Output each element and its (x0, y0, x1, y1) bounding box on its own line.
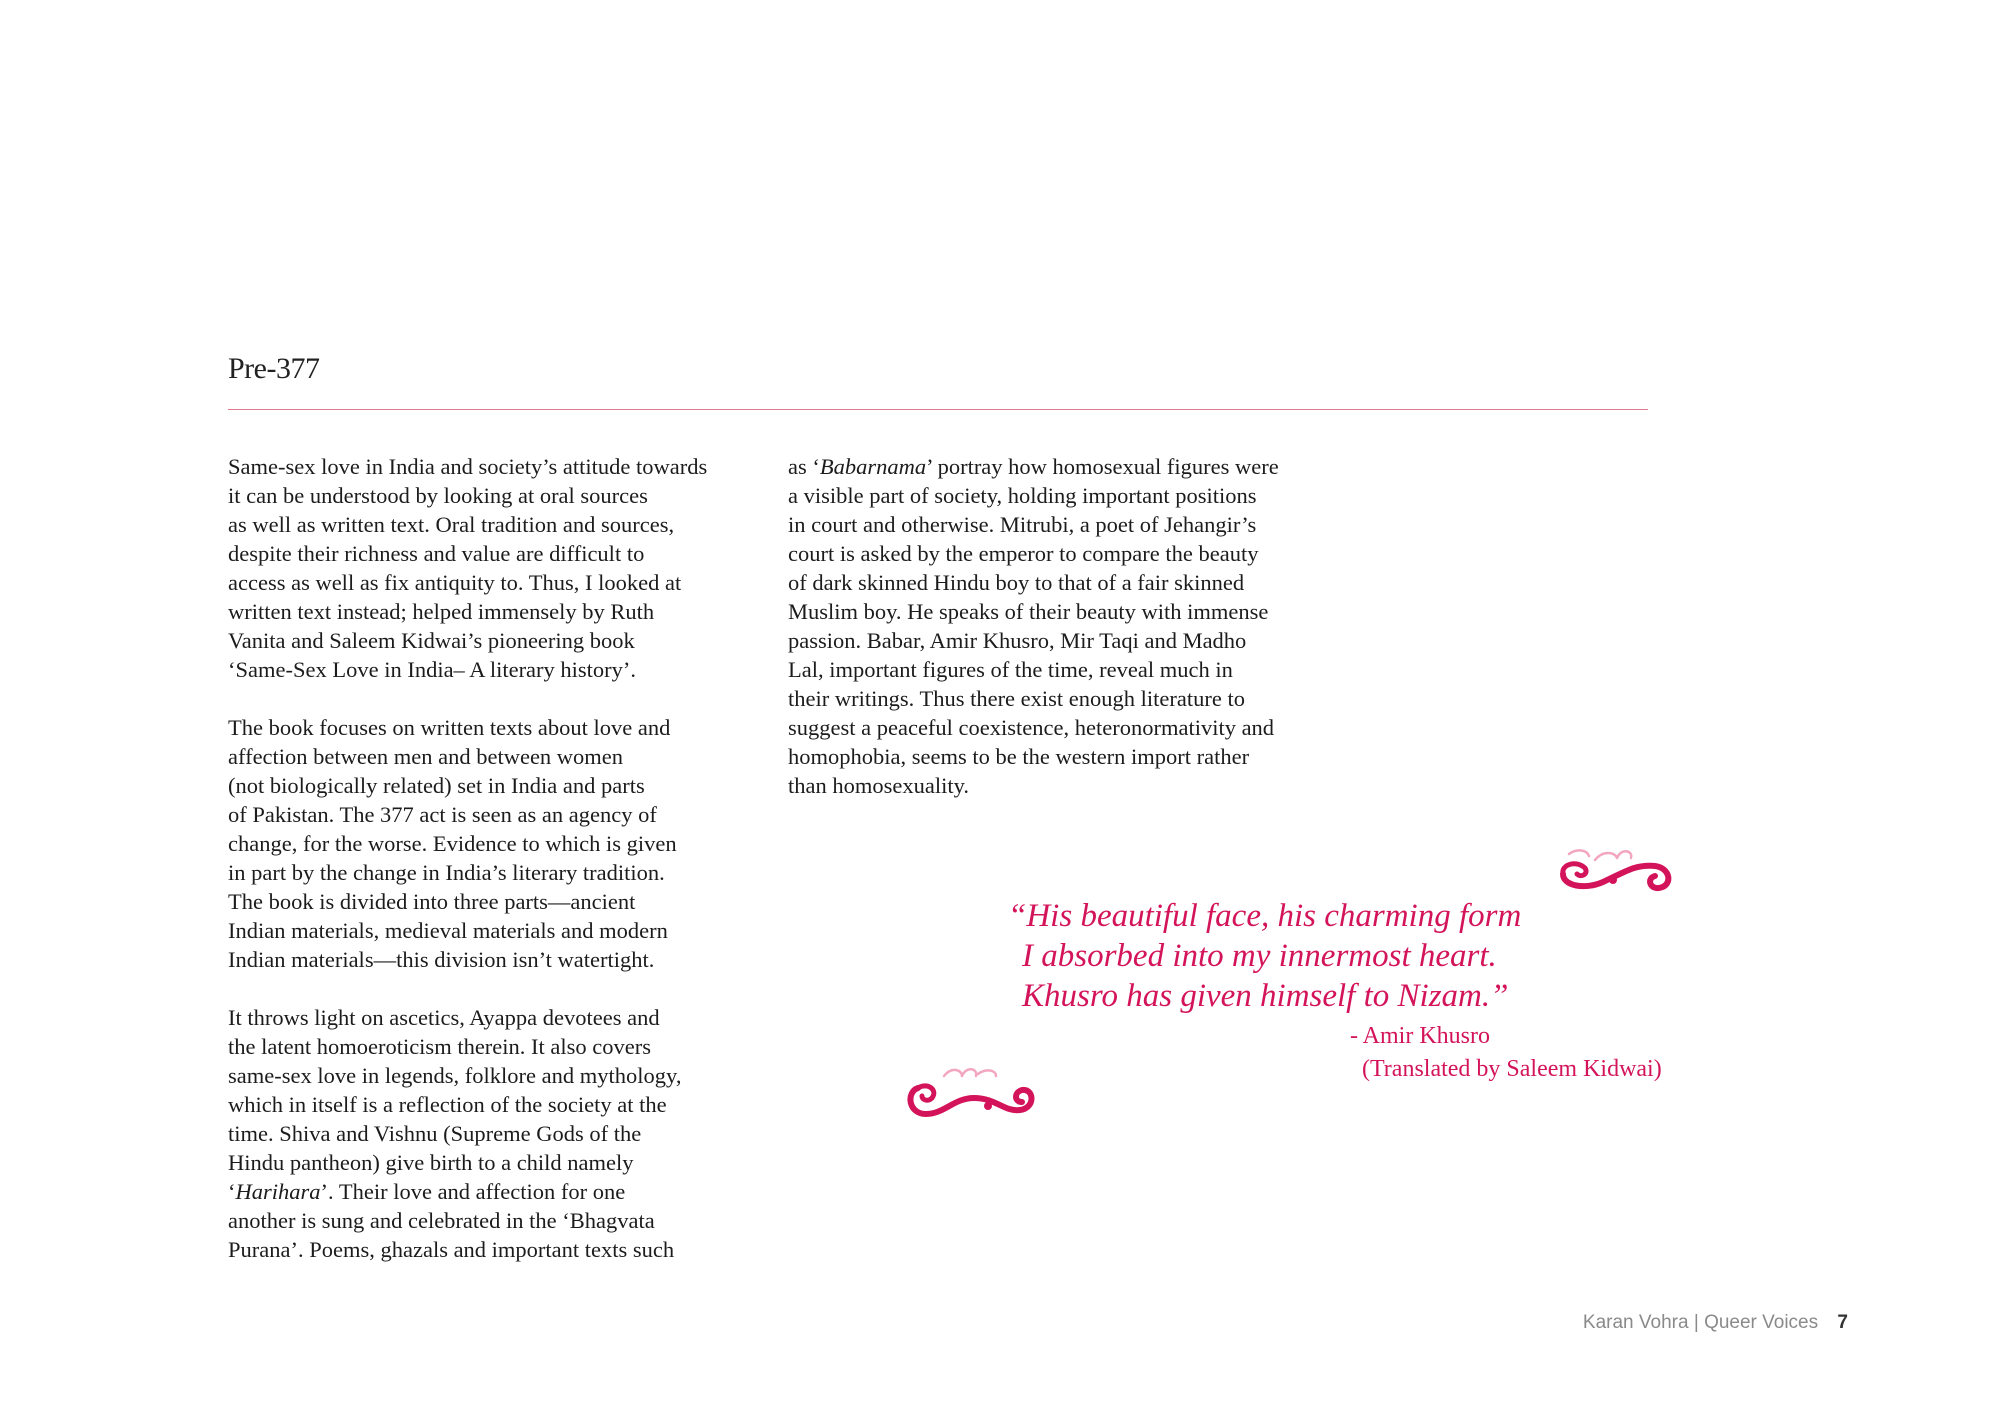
text-line: than homosexuality. (788, 773, 970, 798)
text-line: Indian materials—this division isn’t watertight. (228, 947, 655, 972)
quote-translator: (Translated by Saleem Kidwai) (1362, 1056, 1662, 1082)
text-line: Vanita and Saleem Kidwai’s pioneering book (228, 628, 635, 653)
footer-author: Karan Vohra (1582, 1312, 1689, 1333)
text-line: a visible part of society, holding important positions (788, 483, 1257, 508)
text-fragment: ’ portray how homosexual figures were (926, 454, 1279, 479)
quote-author: - Amir Khusro (1350, 1023, 1490, 1049)
section-title: Pre-377 (228, 352, 320, 385)
quote-line: I absorbed into my innermost heart. (1022, 938, 1497, 974)
text-line: (not biologically related) set in India and parts (228, 773, 645, 798)
text-line (228, 1177, 758, 1206)
text-line: the latent homoeroticism therein. It also covers (228, 1034, 651, 1059)
pull-quote (1008, 896, 1521, 1016)
title-divider (228, 409, 1648, 410)
text-line: The book focuses on written texts about love and (228, 715, 671, 740)
left-column (228, 452, 758, 1264)
footer-publication: Queer Voices (1704, 1312, 1819, 1333)
quote-line: “His beautiful face, his charming form (1008, 898, 1522, 934)
text-line (788, 452, 1338, 481)
text-line: despite their richness and value are difficult to (228, 541, 645, 566)
text-line: homophobia, seems to be the western import rather (788, 744, 1250, 769)
text-line: court is asked by the emperor to compare the beauty (788, 541, 1259, 566)
text-line: time. Shiva and Vishnu (Supreme Gods of the (228, 1121, 642, 1146)
text-line: It throws light on ascetics, Ayappa devotees and (228, 1005, 660, 1030)
page-number: 7 (1837, 1312, 1848, 1333)
text-line: Purana’. Poems, ghazals and important texts such (228, 1237, 675, 1262)
text-line: Muslim boy. He speaks of their beauty with immense (788, 599, 1269, 624)
text-line: Lal, important figures of the time, reveal much in (788, 657, 1233, 682)
text-line: change, for the worse. Evidence to which is given (228, 831, 677, 856)
text-line: Same-sex love in India and society’s attitude towards (228, 454, 708, 479)
text-fragment: ’. Their love and affection for one (320, 1179, 626, 1204)
text-line: it can be understood by looking at oral sources (228, 483, 648, 508)
text-line: passion. Babar, Amir Khusro, Mir Taqi and Madho (788, 628, 1247, 653)
text-line: of Pakistan. The 377 act is seen as an agency of (228, 802, 657, 827)
harihara-title: Harihara (235, 1179, 321, 1204)
text-line: their writings. Thus there exist enough literature to (788, 686, 1245, 711)
quote-line: Khusro has given himself to Nizam.” (1022, 978, 1509, 1014)
text-line: which in itself is a reflection of the society at the (228, 1092, 667, 1117)
text-line: Hindu pantheon) give birth to a child namely (228, 1150, 634, 1175)
babarnama-title: Babarnama (819, 454, 927, 479)
text-line: in court and otherwise. Mitrubi, a poet of Jehangir’s (788, 512, 1257, 537)
text-line: The book is divided into three parts—ancient (228, 889, 636, 914)
text-line: ‘Same-Sex Love in India– A literary history’. (228, 657, 637, 682)
text-line: in part by the change in India’s literary tradition. (228, 860, 665, 885)
text-line: same-sex love in legends, folklore and mythology, (228, 1063, 682, 1088)
text-line: written text instead; helped immensely by Ruth (228, 599, 655, 624)
text-line: affection between men and between women (228, 744, 624, 769)
swirl-ornament-icon (1555, 834, 1690, 894)
footer-separator: | (1693, 1312, 1699, 1333)
text-line: as well as written text. Oral tradition and sources, (228, 512, 675, 537)
swirl-ornament-icon (904, 1062, 1039, 1122)
quote-mark: ‘ (228, 1179, 236, 1204)
text-line: another is sung and celebrated in the ‘Bhagvata (228, 1208, 655, 1233)
text-line: suggest a peaceful coexistence, heteronormativity and (788, 715, 1275, 740)
text-line: of dark skinned Hindu boy to that of a fair skinned (788, 570, 1245, 595)
quote-attribution (1350, 1020, 1662, 1086)
text-line: Indian materials, medieval materials and modern (228, 918, 668, 943)
page-footer (1583, 1312, 1848, 1334)
text-line: access as well as fix antiquity to. Thus, I looked at (228, 570, 682, 595)
text-fragment: as ‘ (788, 454, 820, 479)
right-column (788, 452, 1338, 800)
